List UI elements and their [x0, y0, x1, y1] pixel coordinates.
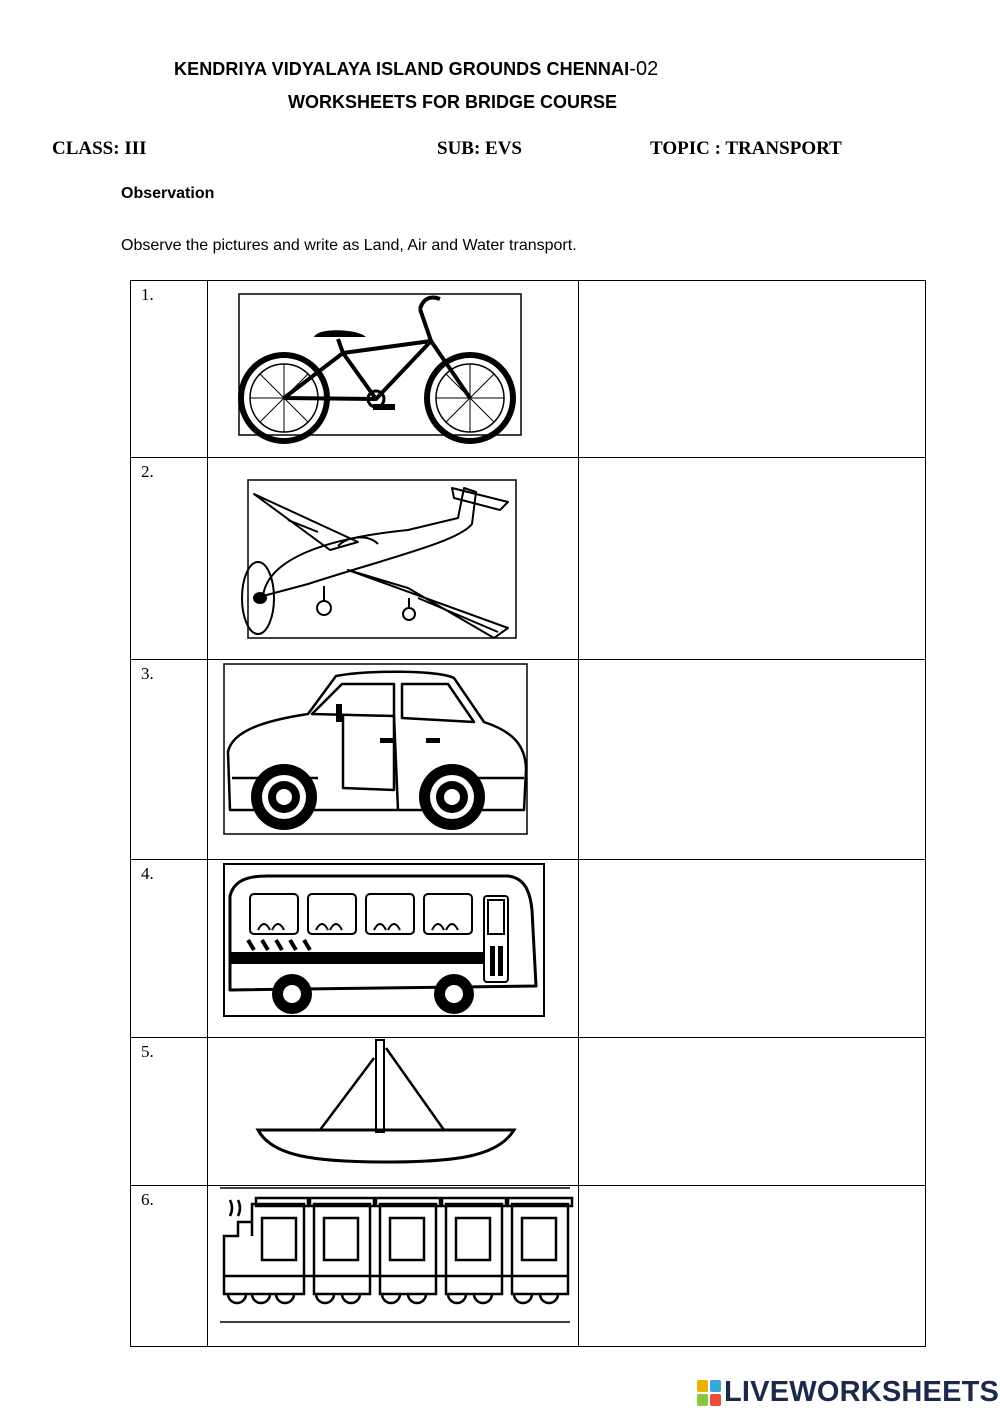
bus-icon: [208, 860, 578, 1037]
school-title: [174, 58, 658, 81]
train-icon: [208, 1186, 578, 1346]
picture-cell: [207, 860, 578, 1038]
airplane-icon: [208, 458, 578, 659]
picture-cell: [207, 1038, 578, 1186]
table-row: [131, 1186, 926, 1347]
answer-cell[interactable]: [578, 660, 925, 860]
row-number: 6.: [131, 1186, 208, 1347]
answer-cell[interactable]: [578, 458, 925, 660]
picture-cell: [207, 458, 578, 660]
answer-cell[interactable]: [578, 860, 925, 1038]
sailboat-icon: [208, 1038, 578, 1185]
liveworksheets-mark-icon: [697, 1380, 721, 1406]
liveworksheets-logo: [697, 1376, 999, 1409]
section-title: Observation: [121, 185, 215, 202]
picture-cell: [207, 281, 578, 458]
car-icon: [208, 660, 578, 859]
row-number: 2.: [131, 458, 208, 660]
answer-cell[interactable]: [578, 1186, 925, 1347]
picture-cell: [207, 1186, 578, 1347]
table-row: [131, 1038, 926, 1186]
table-row: [131, 281, 926, 458]
row-number: 3.: [131, 660, 208, 860]
picture-cell: [207, 660, 578, 860]
logo-text: LIVEWORKSHEETS: [724, 1376, 1000, 1408]
answer-cell[interactable]: [578, 281, 925, 458]
school-suffix: -02: [629, 58, 659, 80]
row-number: 1.: [131, 281, 208, 458]
class-label: CLASS: III: [52, 138, 147, 159]
row-number: 5.: [131, 1038, 208, 1186]
subject-label: SUB: EVS: [437, 138, 522, 159]
table-row: [131, 660, 926, 860]
school-name: KENDRIYA VIDYALAYA ISLAND GROUNDS CHENNAI: [174, 59, 630, 79]
topic-label: TOPIC : TRANSPORT: [650, 138, 842, 159]
worksheet-subtitle: WORKSHEETS FOR BRIDGE COURSE: [288, 92, 618, 112]
row-number: 4.: [131, 860, 208, 1038]
answer-cell[interactable]: [578, 1038, 925, 1186]
table-row: [131, 458, 926, 660]
transport-table: [130, 280, 926, 1347]
table-row: [131, 860, 926, 1038]
bicycle-icon: [208, 281, 578, 457]
instruction-text: Observe the pictures and write as Land, Air and Water transport.: [121, 237, 577, 254]
